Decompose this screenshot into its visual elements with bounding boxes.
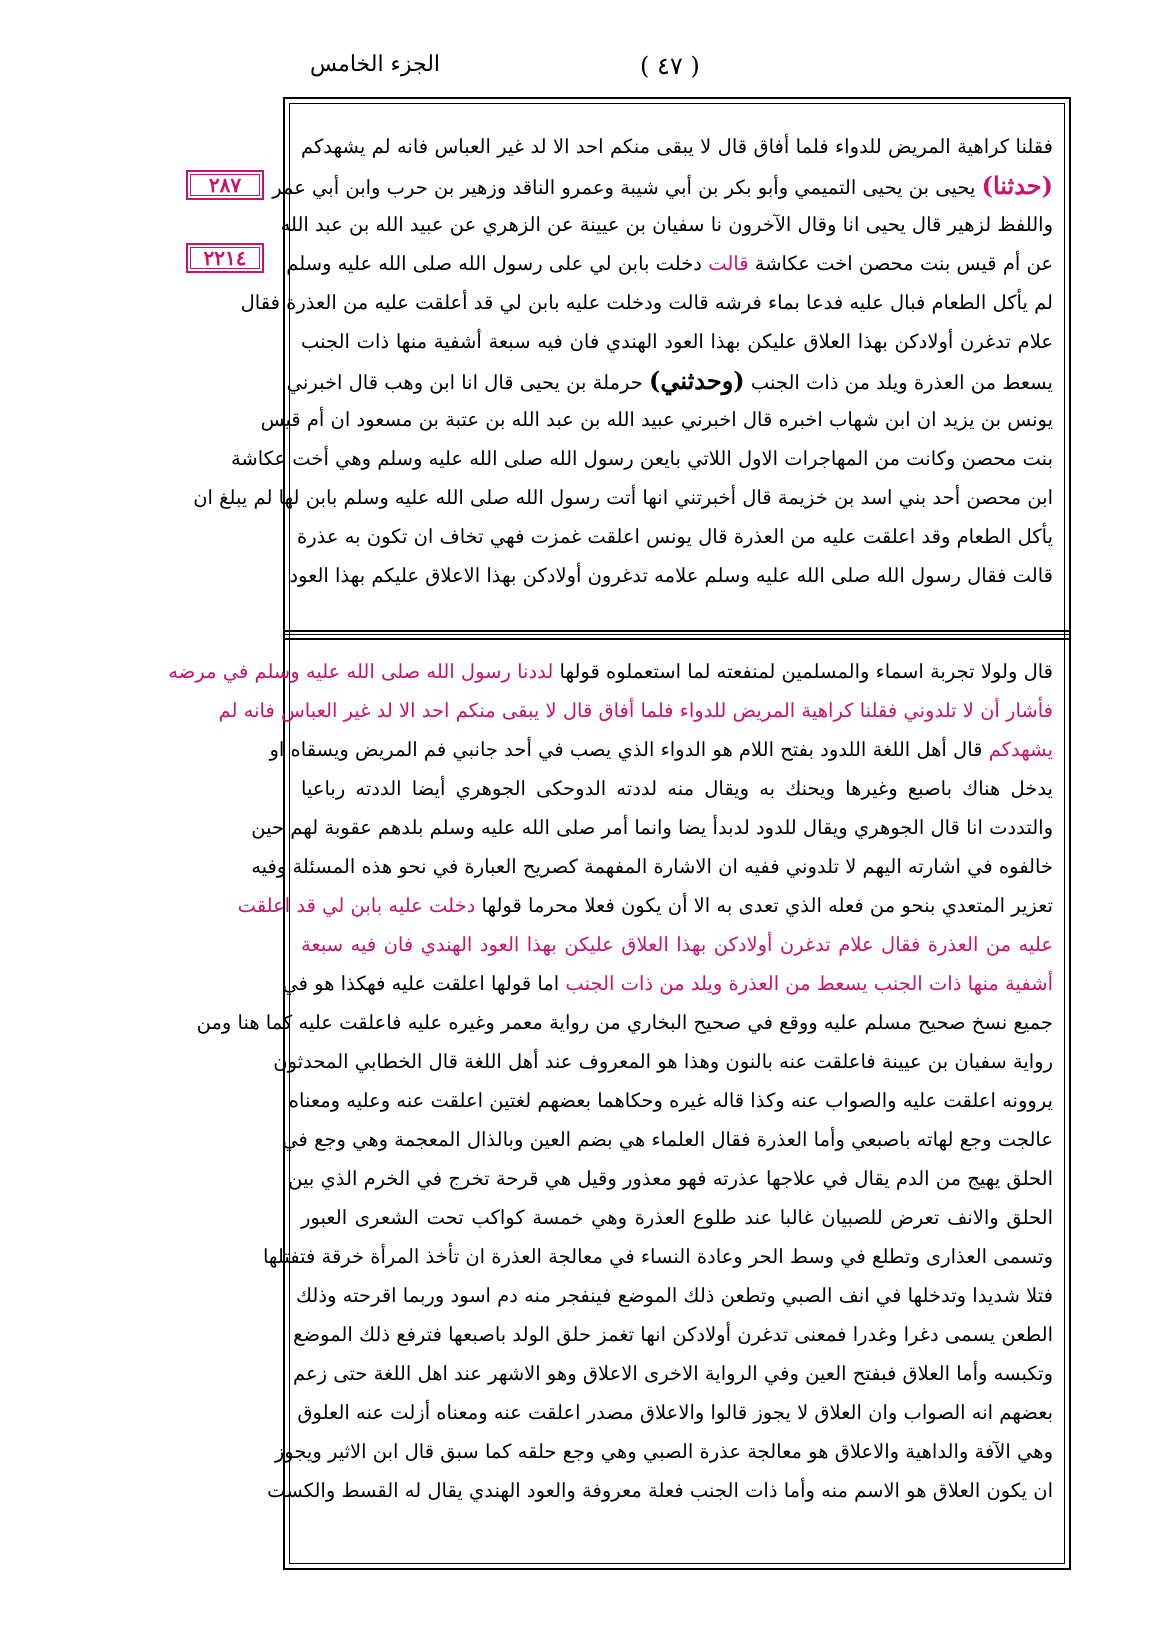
- text-segment: (وحدثني): [649, 366, 745, 395]
- text-line: [297, 517, 1053, 556]
- text-line: [262, 1237, 1053, 1276]
- text-segment: يروونه اعلقت عليه والصواب عنه وكذا قاله غيره وحكاهما بعضهم لغتين اعلقت عنه وعليه ومعناه: [288, 1089, 1053, 1112]
- commentary-text: [168, 652, 1053, 1510]
- text-line: [240, 283, 1053, 322]
- text-segment: لددنا رسول الله صلى الله عليه وسلم في مرضه: [168, 660, 554, 683]
- text-segment: يدخل هناك باصبع وغيرها ويحنك به ويقال منه لددته الدوحكى الجوهري أيضا الددته رباعيا: [301, 777, 1053, 800]
- text-segment: فتلا شديدا وتدخلها في انف الصبي وتطعن ذلك الموضع فينفجر منه دم اسود وربما اقرحته وذلك: [296, 1284, 1053, 1307]
- text-segment: دخلت عليه بابن لي قد اعلقت: [237, 894, 476, 917]
- text-line: [274, 1432, 1053, 1471]
- text-line: [267, 1471, 1053, 1510]
- text-line: [273, 1042, 1053, 1081]
- text-segment: يأكل الطعام وقد اعلقت عليه من العذرة قال يونس اعلقت غمزت فهي تخاف ان تكون به عذرة: [297, 525, 1053, 548]
- text-segment: الحلق يهيج من الدم يقال في علاجها عذرته فهو معذور وقيل هي قرحة تخرج في الخرم الذي بين: [288, 1167, 1053, 1190]
- text-line: [288, 1081, 1053, 1120]
- text-segment: عالجت وجع لهاته باصبعي وأما العذرة فقال العلماء هي بضم العين وبالذال المعجمة وهي وجع في: [282, 1128, 1053, 1151]
- page-number: ( ٤٧ ): [640, 52, 700, 80]
- text-line: [196, 1003, 1053, 1042]
- text-line: [297, 1393, 1053, 1432]
- text-segment: اما قولها اعلقت عليه فهكذا هو في: [282, 972, 566, 995]
- text-segment: واللفظ لزهير قال يحيى انا وقال الآخرون نا سفيان بن عيينة عن الزهري عن عبيد الله بن عبد الله: [280, 213, 1053, 236]
- text-segment: بنت محصن وكانت من المهاجرات الاول اللاتي بايعن رسول الله صلى الله عليه وسلم وهي أخت عكاشة: [230, 447, 1053, 470]
- text-line: [280, 205, 1053, 244]
- text-segment: الحلق والانف تعرض للصبيان غالبا عند طلوع العذرة وهي خمسة كواكب تحت الشعرى العبور: [301, 1206, 1053, 1229]
- text-segment: خالفوه في اشارته اليهم لا تلدوني ففيه ان الاشارة المفهمة كصريح العبارة في نحو هذه المسئلة وفيه: [251, 855, 1053, 878]
- margin-hadith-number-text: ٢٢١٤: [190, 247, 260, 269]
- text-line: [301, 925, 1053, 964]
- text-segment: فقلنا كراهية المريض للدواء فلما أفاق قال لا يبقى منكم احد الا لد غير العباس فانه لم يشهدكم: [301, 135, 1053, 158]
- text-segment: جميع نسخ صحيح مسلم عليه ووقع في صحيح البخاري من رواية معمر وغيره عليه فاعلقت عليه كما هنا ومن: [196, 1011, 1053, 1034]
- text-segment: دخلت بابن لي على رسول الله صلى الله عليه وسلم: [286, 252, 709, 275]
- text-segment: قال ولولا تجربة اسماء والمسلمين لمنفعته لما استعملوه قولها: [553, 660, 1053, 683]
- text-line: [230, 439, 1053, 478]
- text-line: [272, 166, 1053, 205]
- text-line: [301, 127, 1053, 166]
- text-segment: رواية سفيان بن عيينة فاعلقت عنه بالنون وهذا هو المعروف عند أهل اللغة قال الخطابي المحدثون: [273, 1050, 1053, 1073]
- text-segment: الطعن يسمى دغرا وغدرا فمعنى تدغرن أولادكن انها تغمز حلق الولد باصبعها فترفع ذلك الموضع: [293, 1323, 1053, 1346]
- text-segment: تعزير المتعدي بنحو من فعله الذي تعدى به الا أن يكون فعلا محرما قولها: [475, 894, 1053, 917]
- text-segment: ابن محصن أحد بني اسد بن خزيمة قال أخبرتني انها أتت رسول الله صلى الله عليه وسلم بابن لها لم يبلغ ان: [193, 486, 1053, 509]
- text-segment: يشهدكم: [988, 738, 1053, 761]
- text-line: [292, 1354, 1053, 1393]
- text-segment: قال أهل اللغة اللدود بفتح اللام هو الدواء الذي يصب في أحد جانبي فم المريض ويسقاه او: [269, 738, 989, 761]
- text-segment: فأشار أن لا تلدوني فقلنا كراهية المريض للدواء فلما أفاق قال لا يبقى منكم احد الا لد غير العباس فانه لم: [218, 699, 1053, 722]
- text-segment: وتكبسه وأما العلاق فبفتح العين وفي الرواية الاخرى الاعلاق وهو الاشهر عند اهل اللغة حتى زعم: [292, 1362, 1053, 1385]
- text-segment: عليه من العذرة فقال علام تدغرن أولادكن بهذا العلاق عليكن بهذا العود الهندي فان فيه سبعة: [301, 933, 1053, 956]
- text-segment: وتسمى العذارى وتطلع في وسط الحر وعادة النساء في معالجة العذرة ان تأخذ المرأة خرقة فتفتلها: [262, 1245, 1053, 1268]
- text-line: [288, 1159, 1053, 1198]
- text-segment: حرملة بن يحيى قال انا ابن وهب قال اخبرني: [286, 371, 649, 394]
- text-segment: بعضهم انه الصواب وان العلاق لا يجوز قالوا والاعلاق مصدر اعلقت عنه ومعناه أزلت عنه العلوق: [297, 1401, 1053, 1424]
- text-segment: والتددت انا قال الجوهري ويقال للدود لدبدأ يضا وانما أمر صلى الله عليه وسلم بلدهم عقوبة لهم حين: [251, 816, 1053, 839]
- text-segment: يحيى بن يحيى التميمي وأبو بكر بن أبي شيبة وعمرو الناقد وزهير بن حرب وابن أبي عمر: [272, 176, 982, 199]
- text-segment: علام تدغرن أولادكن بهذا العلاق عليكن بهذا العود الهندي فان فيه سبعة أشفية منها ذات الجنب: [301, 330, 1053, 353]
- text-segment: عن أم قيس بنت محصن اخت عكاشة: [748, 252, 1053, 275]
- text-line: [237, 886, 1053, 925]
- section-divider: [283, 630, 1071, 640]
- text-segment: يونس بن يزيد ان ابن شهاب اخبره قال اخبرني عبيد الله بن عبد الله بن عتبة بن مسعود ان أم قيس: [260, 408, 1053, 431]
- text-line: [282, 964, 1053, 1003]
- text-segment: وهي الآفة والداهية والاعلاق هو معالجة عذرة الصبي وهي وجع حلقه كما سبق قال ابن الاثير ويجوز: [274, 1440, 1053, 1463]
- text-segment: لم يأكل الطعام فبال عليه فدعا بماء فرشه قالت ودخلت عليه بابن لي قد أعلقت عليه من العذرة فقال: [240, 291, 1053, 314]
- text-line: [301, 769, 1053, 808]
- text-line: [286, 361, 1053, 400]
- text-line: [251, 808, 1053, 847]
- margin-hadith-number: [186, 170, 264, 200]
- text-line: [289, 556, 1053, 595]
- text-line: [293, 1315, 1053, 1354]
- text-line: [296, 1276, 1053, 1315]
- text-line: [168, 652, 1053, 691]
- text-segment: ان يكون العلاق هو الاسم منه وأما ذات الجنب فعلة معروفة والعود الهندي يقال له القسط والكست: [267, 1479, 1053, 1502]
- text-segment: قالت: [708, 252, 749, 275]
- text-segment: أشفية منها ذات الجنب يسعط من العذرة ويلد من ذات الجنب: [565, 972, 1053, 995]
- text-line: [251, 847, 1053, 886]
- text-line: [301, 1198, 1053, 1237]
- text-segment: قالت فقال رسول الله صلى الله عليه وسلم علامه تدغرون أولادكن بهذا الاعلاق عليكم بهذا العود: [289, 564, 1053, 587]
- text-segment: يسعط من العذرة ويلد من ذات الجنب: [744, 371, 1053, 394]
- text-line: [301, 322, 1053, 361]
- margin-hadith-number: [186, 243, 264, 273]
- text-segment: (حدثنا): [981, 171, 1053, 200]
- text-line: [286, 244, 1053, 283]
- text-line: [269, 730, 1053, 769]
- margin-hadith-number-text: ٢٨٧: [190, 174, 260, 196]
- text-line: [260, 400, 1053, 439]
- text-line: [218, 691, 1053, 730]
- part-title: الجزء الخامس: [310, 52, 441, 77]
- text-line: [282, 1120, 1053, 1159]
- text-line: [193, 478, 1053, 517]
